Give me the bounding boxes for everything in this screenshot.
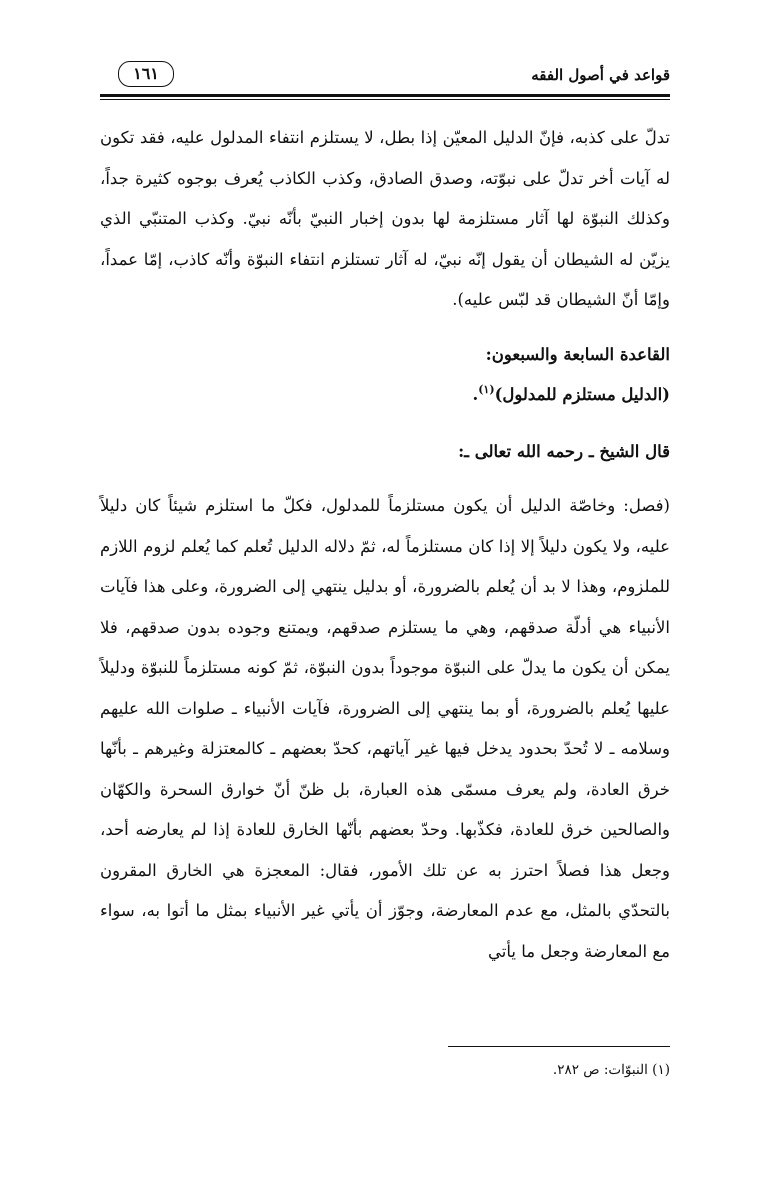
main-text: [100, 118, 670, 972]
paragraph-continued: تدلّ على كذبه، فإنّ الدليل المعيّن إذا بطل، لا يستلزم انتفاء المدلول عليه، فقد تكون له آيات أخر تدلّ على نبوّته، وصدق الصادق، وكذب الكاذب يُعرف بوجوه كثيرة جداً، وكذلك النبوّة لها آثار مستلزمة لها بدون إخبار النبيّ بأنّه نبيّ. وكذب المتنبّي الذي يزيّن له الشيطان أن يقول إنّه نبيّ، له آثار تستلزم انتفاء النبوّة وأنّه كاذب، إمّا عمداً، وإمّا أنّ الشيطان قد لبّس عليه).: [100, 128, 670, 309]
footnote-separator: [448, 1046, 670, 1047]
footnote: (١) النبوّات: ص ٢٨٢.: [552, 1062, 670, 1078]
paragraph-fasl: (فصل: وخاصّة الدليل أن يكون مستلزماً للمدلول، فكلّ ما استلزم شيئاً كان دليلاً عليه، ولا يكون دليلاً إلا إذا كان مستلزماً له، ثمّ دلاله الدليل تُعلم كما يُعلم لزوم اللازم للملزوم، وهذا لا بد أن يُعلم بالضرورة، أو بدليل ينتهي إلى الضرورة، وعلى هذا فآيات الأنبياء هي أدلّة صدقهم، وهي ما يستلزم صدقهم، ويمتنع وجوده بدون صدقهم، فلا يمكن أن يكون ما يدلّ على النبوّة موجوداً بدون النبوّة، ثمّ كونه مستلزماً للنبوّة ودليلاً عليها يُعلم بالضرورة، أو بما ينتهي إلى الضرورة، فآيات الأنبياء ـ صلوات الله عليهم وسلامه ـ لا تُحدّ بحدود يدخل فيها غير آياتهم، كحدّ بعضهم ـ كالمعتزلة وغيرهم ـ بأنّها خرق العادة، ولم يعرف مسمّى هذه العبارة، بل ظنّ أنّ خوارق السحرة والكهّان والصالحين خرق للعادة، فكذّبها. وحدّ بعضهم بأنّها الخارق للعادة إذا لم يعارضه أحد، وجعل هذا فصلاً احترز به عن تلك الأمور، فقال: المعجزة هي الخارق المقرون بالتحدّي بالمثل، مع عدم المعارضة، وجوّز أن يأتي غير الأنبياء بمثل ما أتوا به، سواء مع المعارضة وجعل ما يأتي: [100, 496, 670, 961]
header-rule-thin: [100, 99, 670, 100]
running-header: [100, 58, 670, 92]
header-rule-thick: [100, 94, 670, 97]
page-number: ١٦١: [118, 61, 174, 87]
rule-statement: (الدليل مستلزم للمدلول): [494, 385, 670, 404]
footnote-reference: (١): [478, 383, 495, 396]
sheikh-said-line: قال الشيخ ـ رحمه الله تعالى ـ:: [458, 441, 670, 461]
rule-statement-line: [100, 375, 670, 418]
rule-statement-period: .: [472, 385, 479, 404]
rule-heading: القاعدة السابعة والسبعون:: [485, 344, 670, 364]
book-title: قواعد في أصول الفقه: [531, 66, 670, 84]
